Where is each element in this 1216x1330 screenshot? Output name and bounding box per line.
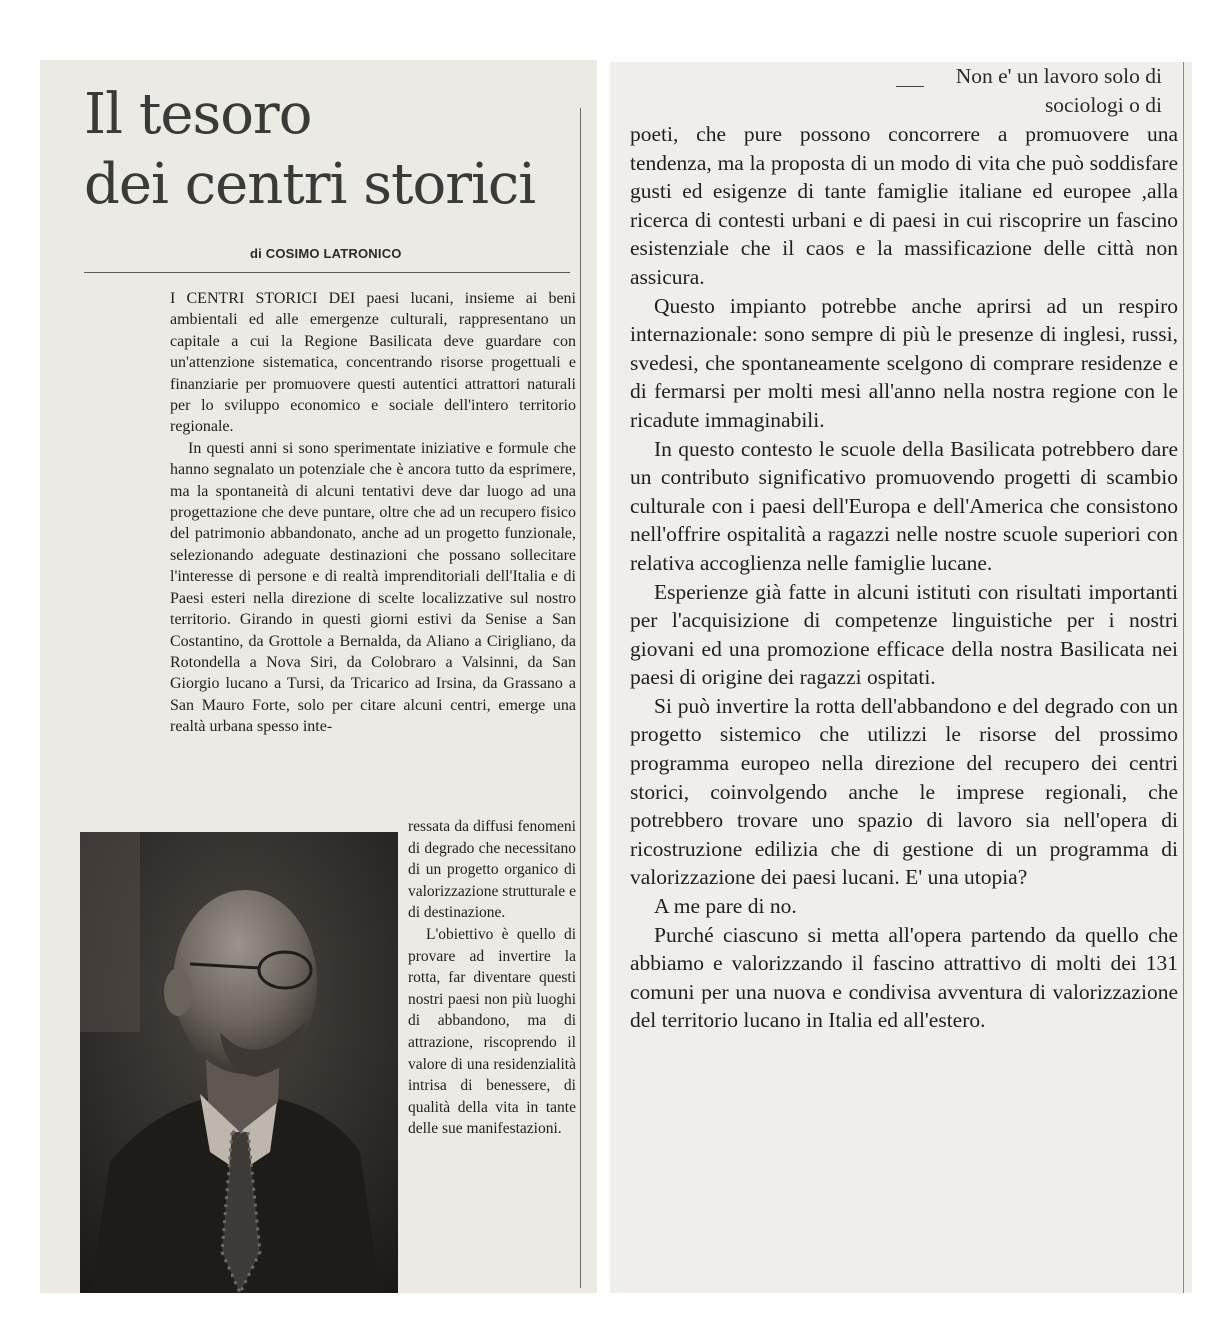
- author-photo: [80, 832, 398, 1293]
- title-line-1: Il tesoro: [84, 82, 312, 147]
- paragraph: Si può invertire la rotta dell'abbandono e del degrado con un progetto sistemico che utilizzi le risorse del prossimo programma europeo nella direzione del recupero dei centri storici, coinvolgendo anche le imprese regionali, che potrebbero trovare uno spazio di lavoro sia nell'opera di ricostruzione edilizia che di gestione di un programma di valorizzazione dei paesi lucani. E' una utopia?: [630, 693, 1178, 890]
- author-portrait-image: [80, 832, 398, 1293]
- clipping-edge: [1183, 62, 1184, 1293]
- section-dash: [896, 86, 924, 87]
- paragraph: In questi anni si sono sperimentate iniziative e formule che hanno segnalato un potenziale che è ancora tutto da esprimere, ma la spontaneità di alcuni tentativi deve dar luogo ad una progettazione che deve puntare, oltre che ad un recupero fisico del patrimonio abbandonato, anche ad un progetto funzionale, selezionando adeguate destinazioni che possano sollecitare l'interesse di persone e di realtà imprenditoriali dell'Italia e di Paesi esteri nella direzione di scelte localizzative sul nostro territorio. Girando in questi giorni estivi da Senise a San Costantino, da Grottole a Bernalda, da Aliano a Cirigliano, da Rotondella a Nova Siri, da Colobraro a Valsinni, da San Giorgio lucano a Tursi, da Tricarico ad Irsina, da Grassano a San Mauro Forte, solo per citare alcuni centri, emerge una realtà urbana spesso inte-: [170, 439, 576, 736]
- paragraph: Esperienze già fatte in alcuni istituti con risultati importanti per l'acquisizione di competenze linguistiche per i nostri giovani ed una promozione efficace della nostra Basilicata nei paesi di origine dei ragazzi ospitati.: [630, 579, 1178, 690]
- byline: di COSIMO LATRONICO: [250, 246, 402, 261]
- paragraph: poeti, che pure possono concorrere a promuovere una tendenza, ma la proposta di un modo di vita che può soddisfare gusti ed esigenze di tante famiglie italiane ed europee ,alla ricerca di contesti urbani e di paesi in cui riscoprire un fascino esistenziale che il caos e la massificazione delle città non assicura.: [630, 122, 1178, 289]
- article-title: [84, 80, 535, 220]
- article-clipping-left: [40, 60, 597, 1293]
- paragraph: Questo impianto potrebbe anche aprirsi ad un respiro internazionale: sono sempre di più le presenze di inglesi, russi, svedesi, che spontaneamente scelgono di comprare residenze e di fermarsi per molti mesi all'anno nella nostra regione con le ricadute immaginabili.: [630, 293, 1178, 432]
- column-divider: [580, 108, 581, 1288]
- paragraph: I CENTRI STORICI DEI paesi lucani, insieme ai beni ambientali ed alle emergenze culturali, rappresentano un capitale a cui la Regione Basilicata deve guardare con un'attenzione sistematica, concentrando risorse progettuali e finanziarie per promuovere questi autentici attrattori naturali per lo sviluppo economico e sociale dell'intero territorio regionale.: [170, 290, 576, 436]
- right-column-text: [630, 120, 1178, 1035]
- paragraph: In questo contesto le scuole della Basilicata potrebbero dare un contributo significativo promuovendo progetti di scambio culturale con i paesi dell'Europa e dell'America che consistono nell'offrire ospitalità a ragazzi nelle nostre scuole superiori con relativa accoglienza nelle famiglie lucane.: [630, 436, 1178, 575]
- paragraph: A me pare di no.: [654, 894, 797, 919]
- wrap-column: [408, 816, 576, 1140]
- paragraph: L'obiettivo è quello di provare ad invertire la rotta, far diventare questi nostri paesi non più luoghi di abbandono, ma di attrazione, riscoprendo il valore di una residenzialità intrisa di benessere, di qualità della vita in tante delle sue manifestazioni.: [408, 925, 576, 1138]
- headline-divider: [84, 272, 570, 273]
- continuation-lead: Non e' un lavoro solo di sociologi o di: [955, 64, 1162, 117]
- paragraph: Purché ciascuno si metta all'opera partendo da quello che abbiamo e valorizzando il fascino attrattivo di molti dei 131 comuni per una nuova e condivisa avventura di valorizzazione del territorio lucano in Italia ed all'estero.: [630, 922, 1178, 1033]
- title-line-2: dei centri storici: [84, 152, 536, 217]
- left-column-text: [170, 288, 576, 738]
- paragraph: ressata da diffusi fenomeni di degrado che necessitano di un progetto organico di valorizzazione strutturale e di destinazione.: [408, 818, 576, 922]
- article-clipping-right: [610, 62, 1192, 1293]
